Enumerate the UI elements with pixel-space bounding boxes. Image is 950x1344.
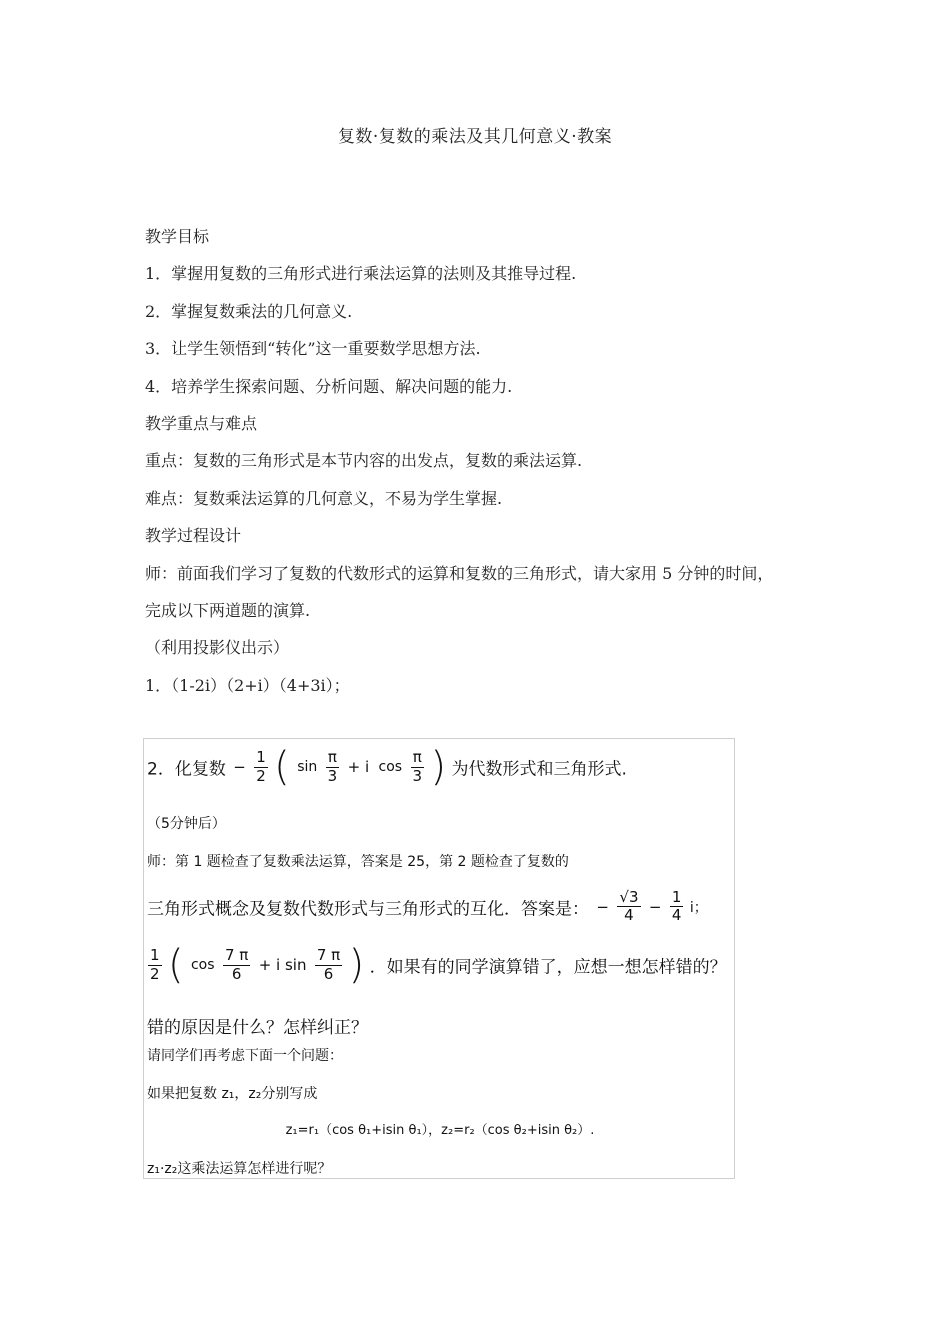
trig-forms-formula: z₁=r₁（cos θ₁+isin θ₁），z₂=r₂（cos θ₂+isin θ₂）. xyxy=(285,1123,595,1138)
multiplication-question: z₁·z₂这乘法运算怎样进行呢？ xyxy=(147,1161,332,1177)
reason-line: 错的原因是什么？怎样纠正？ xyxy=(147,1018,368,1038)
heading-key-points: 教学重点与难点 xyxy=(145,414,258,434)
fraction-pi-3: $\frac{\pi}{3}$ xyxy=(327,748,338,785)
teacher-intro: 师：前面我们学习了复数的代数形式的运算和复数的三角形式，请大家用 5 分钟的时间， xyxy=(145,563,774,583)
trig-answer-line: $\frac{1}{2}$ ( cos $\frac{7 \pi}{6}$ + i sin $\frac{7 \pi}{6}$ ) ．如果有的同学演算错了，应想一想怎样错的？ xyxy=(150,942,727,988)
left-paren: ( xyxy=(274,744,290,790)
objective-1: 1．掌握用复数的三角形式进行乘法运算的法则及其推导过程. xyxy=(145,264,577,284)
consider-line: 请同学们再考虑下面一个问题： xyxy=(147,1048,343,1064)
after-5-minutes: （5分钟后） xyxy=(147,816,226,832)
projector-note: （利用投影仪出示） xyxy=(145,638,290,658)
fraction-pi-3: $\frac{\pi}{3}$ xyxy=(412,748,423,785)
exercise-2: 2．化复数 − $\frac{1}{2}$ ( sin $\frac{\pi}{3}$ + i cos $\frac{\pi}{3}$ ) 为代数形式和三角形式. xyxy=(147,744,627,790)
fraction-7pi-6: $\frac{7 \pi}{6}$ xyxy=(316,946,341,983)
lesson-text xyxy=(145,218,815,704)
exercise-1: 1．（1-2i）（2+i）（4+3i）； xyxy=(145,675,350,695)
objective-4: 4．培养学生探索问题、分析问题、解决问题的能力. xyxy=(145,376,513,396)
right-paren: ) xyxy=(348,942,365,988)
left-paren: ( xyxy=(167,942,184,988)
teacher-answer-line: 师：第 1 题检查了复数乘法运算，答案是 25，第 2 题检查了复数的 xyxy=(147,854,569,870)
fraction-1-4: $\frac{1}{4}$ xyxy=(671,888,682,925)
page-title: 复数·复数的乘法及其几何意义·教案 xyxy=(337,127,613,147)
objective-2: 2．掌握复数乘法的几何意义. xyxy=(145,301,353,321)
projected-slide xyxy=(143,738,735,1179)
key-point: 重点：复数的三角形式是本节内容的出发点，复数的乘法运算. xyxy=(145,451,583,471)
difficult-point: 难点：复数乘法运算的几何意义，不易为学生掌握. xyxy=(145,488,503,508)
right-paren: ) xyxy=(430,744,447,790)
teacher-intro-cont: 完成以下两道题的演算. xyxy=(145,601,311,621)
if-line: 如果把复数 z₁，z₂分别写成 xyxy=(147,1086,318,1102)
fraction-7pi-6: $\frac{7 \pi}{6}$ xyxy=(224,946,249,983)
concept-answer-line: 三角形式概念及复数代数形式与三角形式的互化．答案是： − $\frac{√3}{4}$ − $\frac{1}{4}$ i； xyxy=(147,888,708,925)
heading-process: 教学过程设计 xyxy=(145,526,242,546)
fraction-one-half: $\frac{1}{2}$ xyxy=(150,946,160,983)
fraction-one-half: $\frac{1}{2}$ xyxy=(256,748,266,785)
objective-3: 3．让学生领悟到“转化”这一重要数学思想方法. xyxy=(145,339,481,359)
fraction-sqrt3-4: $\frac{√3}{4}$ xyxy=(619,888,639,925)
heading-objectives: 教学目标 xyxy=(145,227,210,246)
